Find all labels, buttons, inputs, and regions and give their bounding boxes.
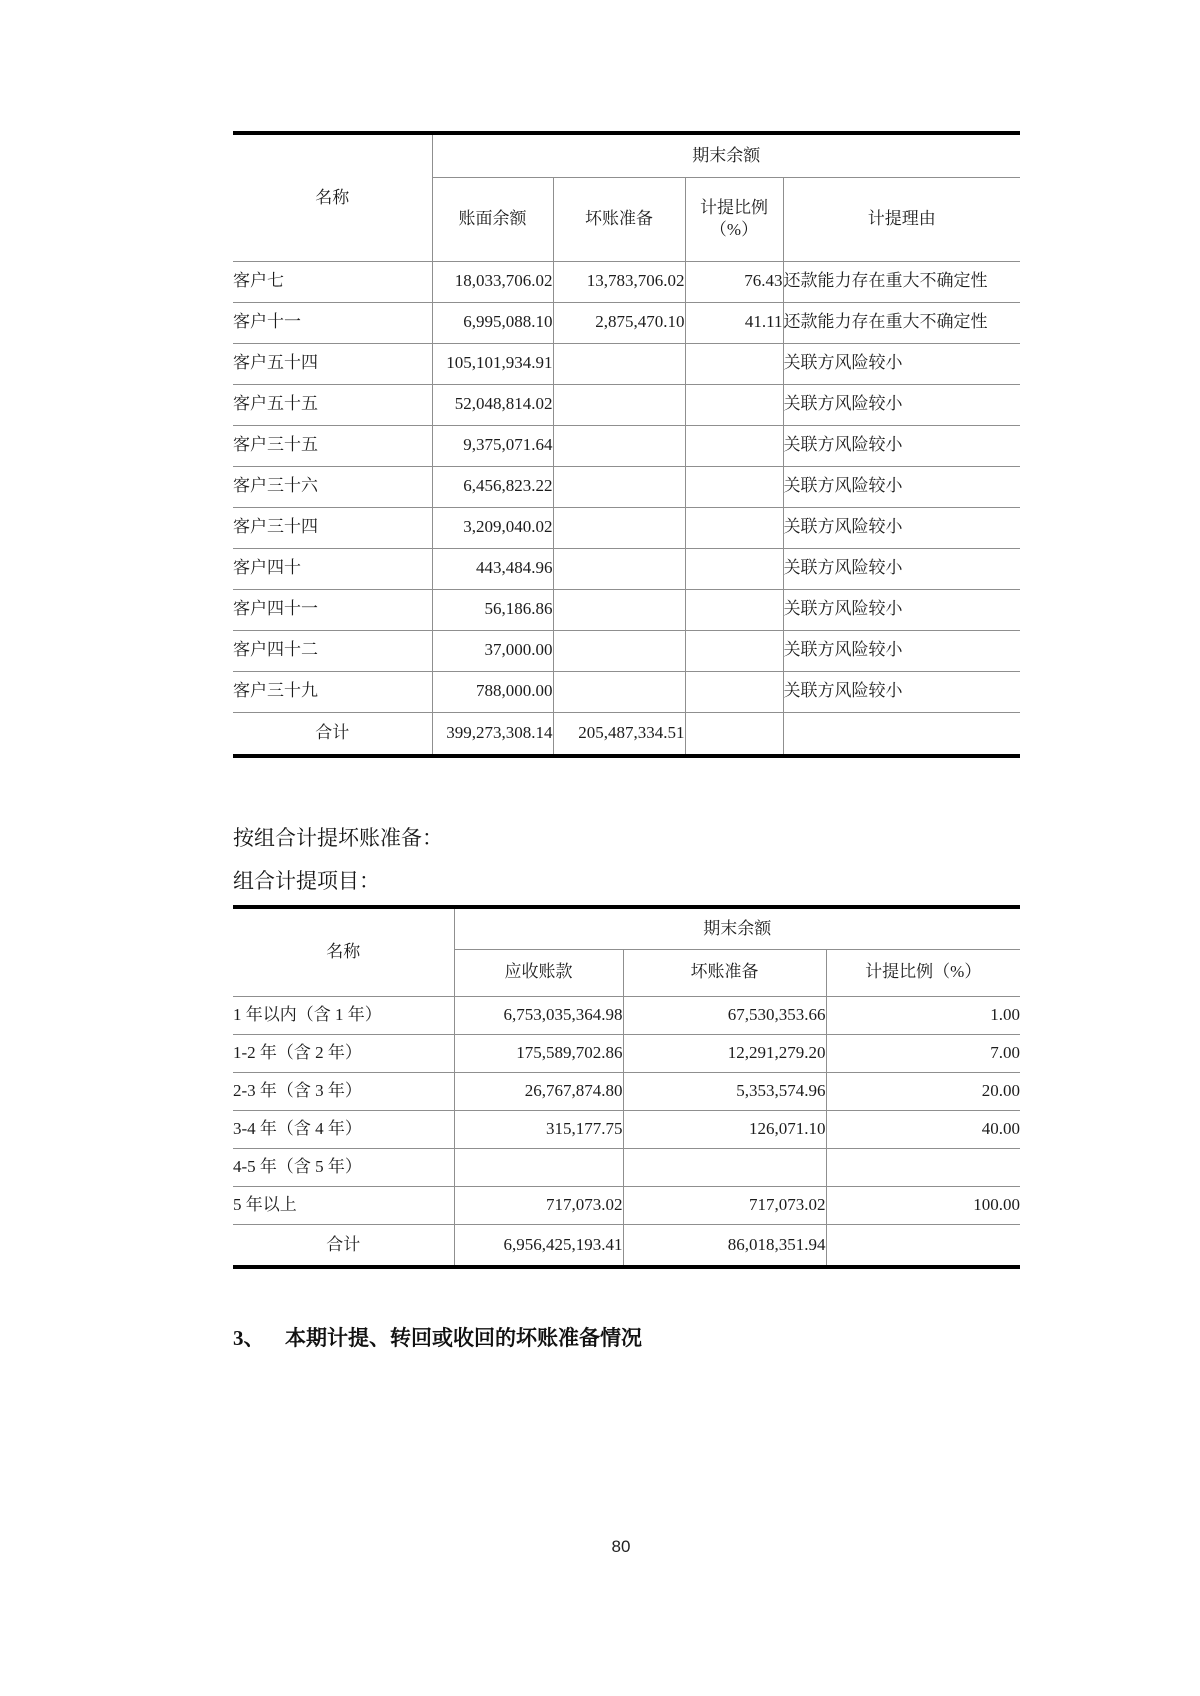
customer-name: 客户四十 (233, 548, 432, 589)
table-row (233, 425, 1020, 466)
table-row (233, 548, 1020, 589)
provision-reason: 关联方风险较小 (783, 425, 1020, 466)
bad-debt-provision (553, 507, 685, 548)
provision-ratio (685, 548, 783, 589)
bad-debt-provision (553, 384, 685, 425)
portfolio-provision-table (233, 905, 1020, 1269)
provision-ratio-line1: 计提比例 (700, 197, 768, 217)
table-row (233, 589, 1020, 630)
table-row (233, 261, 1020, 302)
provision-ratio: 20.00 (826, 1072, 1020, 1110)
section-heading (233, 1322, 642, 1352)
receivable-balance: 175,589,702.86 (454, 1034, 623, 1072)
table-row (233, 507, 1020, 548)
bad-debt-provision (553, 630, 685, 671)
aging-bucket: 1-2 年（含 2 年） (233, 1034, 454, 1072)
bad-debt-provision (553, 589, 685, 630)
table-header-row (233, 907, 1020, 949)
column-header-name: 名称 (233, 133, 432, 261)
table-row (233, 302, 1020, 343)
column-header-bad-debt-provision: 坏账准备 (553, 177, 685, 261)
table-row (233, 466, 1020, 507)
provision-ratio: 7.00 (826, 1034, 1020, 1072)
customer-name: 客户三十五 (233, 425, 432, 466)
table-row (233, 1072, 1020, 1110)
bad-debt-provision: 13,783,706.02 (553, 261, 685, 302)
bad-debt-provision: 126,071.10 (623, 1110, 826, 1148)
total-bad-debt-provision: 205,487,334.51 (553, 712, 685, 756)
provision-ratio: 100.00 (826, 1186, 1020, 1224)
bad-debt-provision: 2,875,470.10 (553, 302, 685, 343)
portfolio-provision-label: 按组合计提坏账准备： (233, 826, 443, 850)
provision-reason: 关联方风险较小 (783, 671, 1020, 712)
provision-ratio (685, 589, 783, 630)
provision-ratio: 40.00 (826, 1110, 1020, 1148)
aging-bucket: 5 年以上 (233, 1186, 454, 1224)
receivable-balance: 26,767,874.80 (454, 1072, 623, 1110)
table-row (233, 1034, 1020, 1072)
book-balance: 56,186.86 (432, 589, 553, 630)
bad-debt-provision: 67,530,353.66 (623, 996, 826, 1034)
provision-reason: 关联方风险较小 (783, 630, 1020, 671)
column-header-receivable: 应收账款 (454, 949, 623, 996)
provision-ratio (826, 1148, 1020, 1186)
column-header-provision-ratio: 计提比例（%） (826, 949, 1020, 996)
book-balance: 9,375,071.64 (432, 425, 553, 466)
provision-ratio (685, 384, 783, 425)
provision-reason: 关联方风险较小 (783, 384, 1020, 425)
page-number: 80 (611, 1537, 631, 1556)
aging-bucket: 1 年以内（含 1 年） (233, 996, 454, 1034)
book-balance: 6,456,823.22 (432, 466, 553, 507)
provision-ratio: 76.43 (685, 261, 783, 302)
bad-debt-provision (553, 343, 685, 384)
book-balance: 788,000.00 (432, 671, 553, 712)
table-row (233, 630, 1020, 671)
customer-name: 客户四十二 (233, 630, 432, 671)
column-header-ending-balance: 期末余额 (432, 133, 1020, 177)
table-header-row (233, 133, 1020, 177)
bad-debt-provision (553, 425, 685, 466)
receivable-balance (454, 1148, 623, 1186)
book-balance: 18,033,706.02 (432, 261, 553, 302)
provision-reason: 关联方风险较小 (783, 466, 1020, 507)
bad-debt-provision (623, 1148, 826, 1186)
portfolio-items-label: 组合计提项目： (233, 869, 380, 893)
customer-name: 客户三十六 (233, 466, 432, 507)
customer-name: 客户五十四 (233, 343, 432, 384)
receivable-balance: 315,177.75 (454, 1110, 623, 1148)
table-row (233, 1148, 1020, 1186)
receivable-balance: 717,073.02 (454, 1186, 623, 1224)
customer-name: 客户三十九 (233, 671, 432, 712)
book-balance: 37,000.00 (432, 630, 553, 671)
column-header-book-balance: 账面余额 (432, 177, 553, 261)
provision-ratio: 1.00 (826, 996, 1020, 1034)
book-balance: 6,995,088.10 (432, 302, 553, 343)
aging-bucket: 4-5 年（含 5 年） (233, 1148, 454, 1186)
column-header-provision-reason: 计提理由 (783, 177, 1020, 261)
provision-ratio: 41.11 (685, 302, 783, 343)
total-provision-reason (783, 712, 1020, 756)
table-row (233, 343, 1020, 384)
provision-reason: 关联方风险较小 (783, 507, 1020, 548)
table-row (233, 996, 1020, 1034)
table-row (233, 1186, 1020, 1224)
receivable-balance: 6,753,035,364.98 (454, 996, 623, 1034)
bad-debt-provision: 12,291,279.20 (623, 1034, 826, 1072)
total-label: 合计 (233, 712, 432, 756)
provision-reason: 关联方风险较小 (783, 548, 1020, 589)
book-balance: 105,101,934.91 (432, 343, 553, 384)
section-number: 3、 (233, 1326, 265, 1350)
provision-ratio (685, 343, 783, 384)
customer-name: 客户五十五 (233, 384, 432, 425)
provision-ratio (685, 630, 783, 671)
aging-bucket: 3-4 年（含 4 年） (233, 1110, 454, 1148)
provision-reason: 关联方风险较小 (783, 343, 1020, 384)
total-book-balance: 399,273,308.14 (432, 712, 553, 756)
customer-name: 客户七 (233, 261, 432, 302)
column-header-provision-ratio (685, 177, 783, 261)
table-row (233, 384, 1020, 425)
column-header-bad-debt-provision: 坏账准备 (623, 949, 826, 996)
total-bad-debt-provision: 86,018,351.94 (623, 1224, 826, 1267)
provision-reason: 关联方风险较小 (783, 589, 1020, 630)
bad-debt-provision (553, 548, 685, 589)
bad-debt-provision (553, 671, 685, 712)
column-header-name: 名称 (233, 907, 454, 996)
book-balance: 52,048,814.02 (432, 384, 553, 425)
provision-ratio-header (686, 197, 783, 241)
total-label: 合计 (233, 1224, 454, 1267)
bad-debt-provision: 717,073.02 (623, 1186, 826, 1224)
table-row (233, 1110, 1020, 1148)
provision-ratio (685, 671, 783, 712)
provision-ratio (685, 466, 783, 507)
book-balance: 443,484.96 (432, 548, 553, 589)
total-receivable-balance: 6,956,425,193.41 (454, 1224, 623, 1267)
column-header-ending-balance: 期末余额 (454, 907, 1020, 949)
bad-debt-provision (553, 466, 685, 507)
table-row (233, 671, 1020, 712)
table-total-row (233, 712, 1020, 756)
customer-name: 客户四十一 (233, 589, 432, 630)
table-total-row (233, 1224, 1020, 1267)
provision-reason: 还款能力存在重大不确定性 (783, 302, 1020, 343)
customer-name: 客户十一 (233, 302, 432, 343)
customer-name: 客户三十四 (233, 507, 432, 548)
book-balance: 3,209,040.02 (432, 507, 553, 548)
aging-bucket: 2-3 年（含 3 年） (233, 1072, 454, 1110)
individual-provision-table (233, 131, 1020, 758)
provision-ratio (685, 425, 783, 466)
bad-debt-provision: 5,353,574.96 (623, 1072, 826, 1110)
total-provision-ratio (826, 1224, 1020, 1267)
total-provision-ratio (685, 712, 783, 756)
provision-ratio-line2: （%） (709, 220, 759, 239)
provision-ratio (685, 507, 783, 548)
provision-reason: 还款能力存在重大不确定性 (783, 261, 1020, 302)
section-title: 本期计提、转回或收回的坏账准备情况 (285, 1326, 642, 1350)
